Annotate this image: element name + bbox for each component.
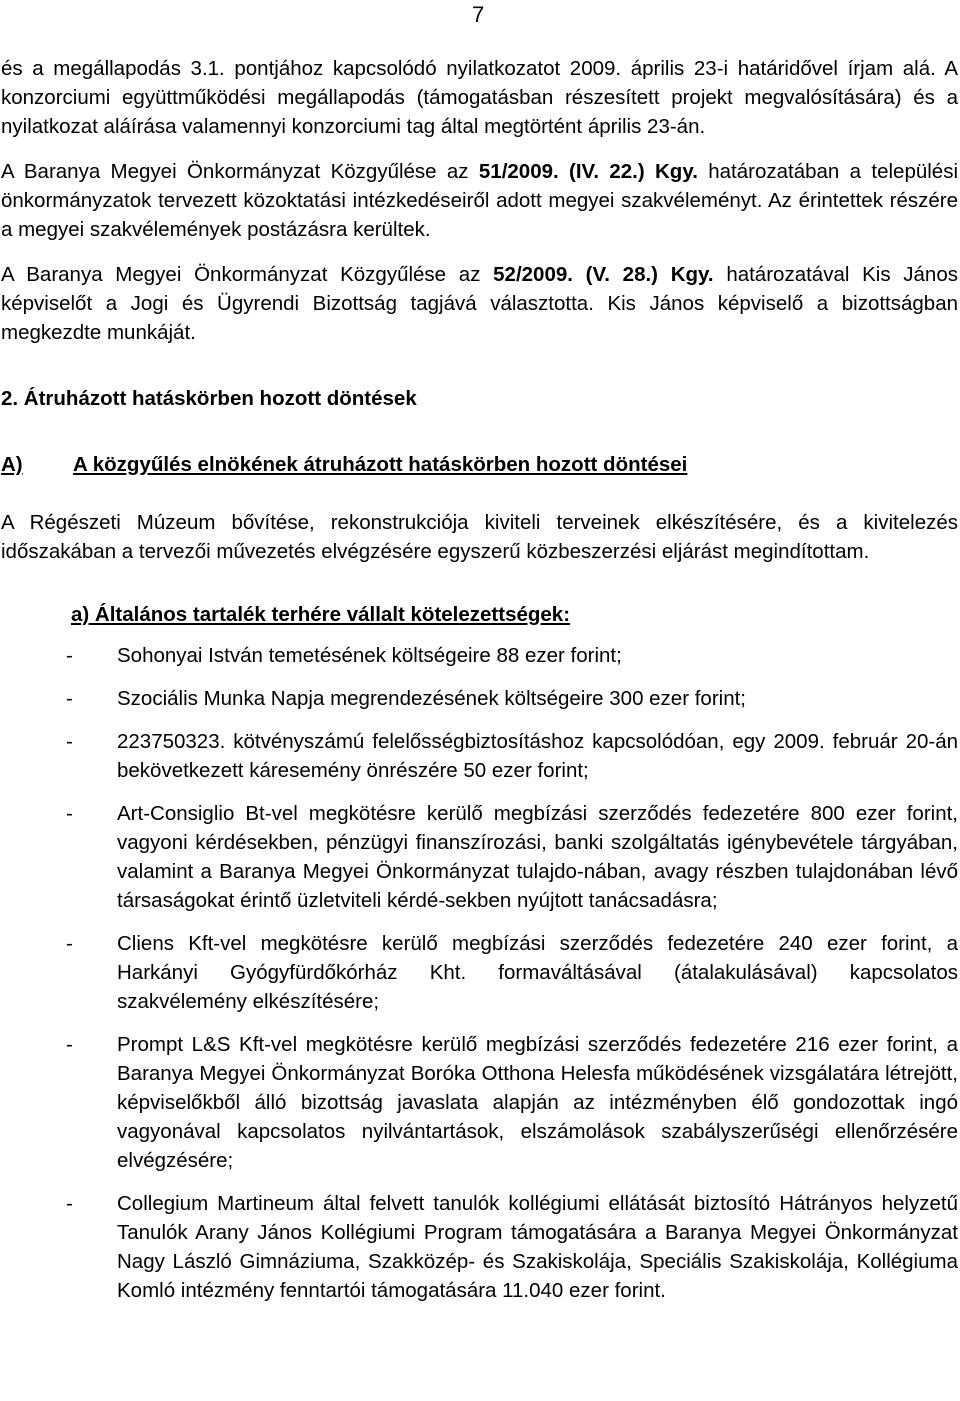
list-dash: - [66, 1033, 73, 1056]
list-item [1, 929, 958, 1016]
list-item [1, 684, 958, 713]
document-body [1, 54, 958, 1319]
list-item [1, 799, 958, 915]
list-item-text: Collegium Martineum által felvett tanulók kollégiumi ellátását biztosító Hátrányos helyzetű Tanulók Arany János Kollégiumi Program támogatására a Baranya Megyei Önkormányzat Nagy László Gimnáziuma, Szakközép- és Szakiskolája, Speciális Szakiskolája, Kollégiuma Komló intézmény fenntartói támogatására 11.040 ezer forint. [117, 1192, 958, 1302]
list-item-text: Prompt L&S Kft-vel megkötésre kerülő megbízási szerződés fedezetére 216 ezer forint, a Baranya Megyei Önkormányzat Boróka Otthona Helesfa működésének vizsgálatára létrejött, képviselőkből álló bizottság javaslata alapján az intézményben élő gondozottak ingó vagyonával kapcsolatos nyilvántartások, elszámolások szabályszerűségi ellenőrzésére elvégzésére; [117, 1033, 958, 1172]
list-dash: - [66, 730, 73, 753]
list-dash: - [66, 1192, 73, 1215]
obligations-list [1, 641, 958, 1305]
list-item-text: Sohonyai István temetésének költségeire 88 ezer forint; [117, 644, 622, 667]
list-dash: - [66, 644, 73, 667]
list-item [1, 727, 958, 785]
subsection-title: A közgyűlés elnökének átruházott hatáskörben hozott döntései [73, 453, 688, 476]
subsection-heading-general-reserve: a) Általános tartalék terhére vállalt kötelezettségek: [71, 603, 571, 626]
list-dash: - [66, 932, 73, 955]
subsection-label: A) [1, 453, 23, 476]
page-number: 7 [472, 2, 485, 27]
paragraph-resolution-51: A Baranya Megyei Önkormányzat Közgyűlése az 51/2009. (IV. 22.) Kgy. határozatában a települési önkormányzatok tervezett közoktatási intézkedéseiről adott megyei szakvéleményt. Az érintettek részére a megyei szakvélemények postázásra kerültek. [1, 160, 959, 241]
resolution-number: 51/2009. (IV. 22.) Kgy. [478, 160, 698, 183]
list-item-text: Art-Consiglio Bt-vel megkötésre kerülő megbízási szerződés fedezetére 800 ezer forint, vagyoni kérdésekben, pénzügyi finanszírozási, banki szolgáltatás igénybevétele tárgyában, valamint a Baranya Megyei Önkormányzat tulajdo-nában, avagy részben tulajdonában lévő társaságokat érintő üzletviteli kérdé-sekben nyújtott tanácsadásra; [117, 802, 958, 912]
resolution-number: 52/2009. (V. 28.) Kgy. [493, 263, 714, 286]
list-item-text: 223750323. kötvényszámú felelősségbiztosításhoz kapcsolódóan, egy 2009. február 20-án bekövetkezett káresemény önrészére 50 ezer forint; [117, 730, 958, 782]
list-item [1, 1030, 958, 1175]
list-item [1, 1189, 958, 1305]
paragraph-consortium: és a megállapodás 3.1. pontjához kapcsolódó nyilatkozatot 2009. április 23-i határidővel írjam alá. A konzorciumi együttműködési megállapodás (támogatásban részesített projekt megvalósítására) és a nyilatkozat aláírása valamennyi konzorciumi tag által megtörtént április 23-án. [1, 57, 958, 138]
list-item [1, 641, 958, 670]
list-item-text: Cliens Kft-vel megkötésre kerülő megbízási szerződés fedezetére 240 ezer forint, a Harkányi Gyógyfürdőkórház Kht. formaváltásával (átalakulásával) kapcsolatos szakvélemény elkészítésére; [117, 932, 958, 1013]
paragraph-museum: A Régészeti Múzeum bővítése, rekonstrukciója kiviteli terveinek elkészítésére, és a kivitelezés időszakában a tervezői művezetés elvégzésére egyszerű közbeszerzési eljárást megindítottam. [1, 511, 958, 563]
section-heading: 2. Átruházott hatáskörben hozott döntések [1, 387, 417, 410]
paragraph-resolution-52: A Baranya Megyei Önkormányzat Közgyűlése az 52/2009. (V. 28.) Kgy. határozatával Kis János képviselőt a Jogi és Ügyrendi Bizottság tagjává választotta. Kis János képviselő a bizottságban megkezdte munkáját. [1, 263, 958, 344]
list-dash: - [66, 802, 73, 825]
subsection-heading-a [1, 450, 958, 479]
list-item-text: Szociális Munka Napja megrendezésének költségeire 300 ezer forint; [117, 687, 747, 710]
list-dash: - [66, 687, 73, 710]
